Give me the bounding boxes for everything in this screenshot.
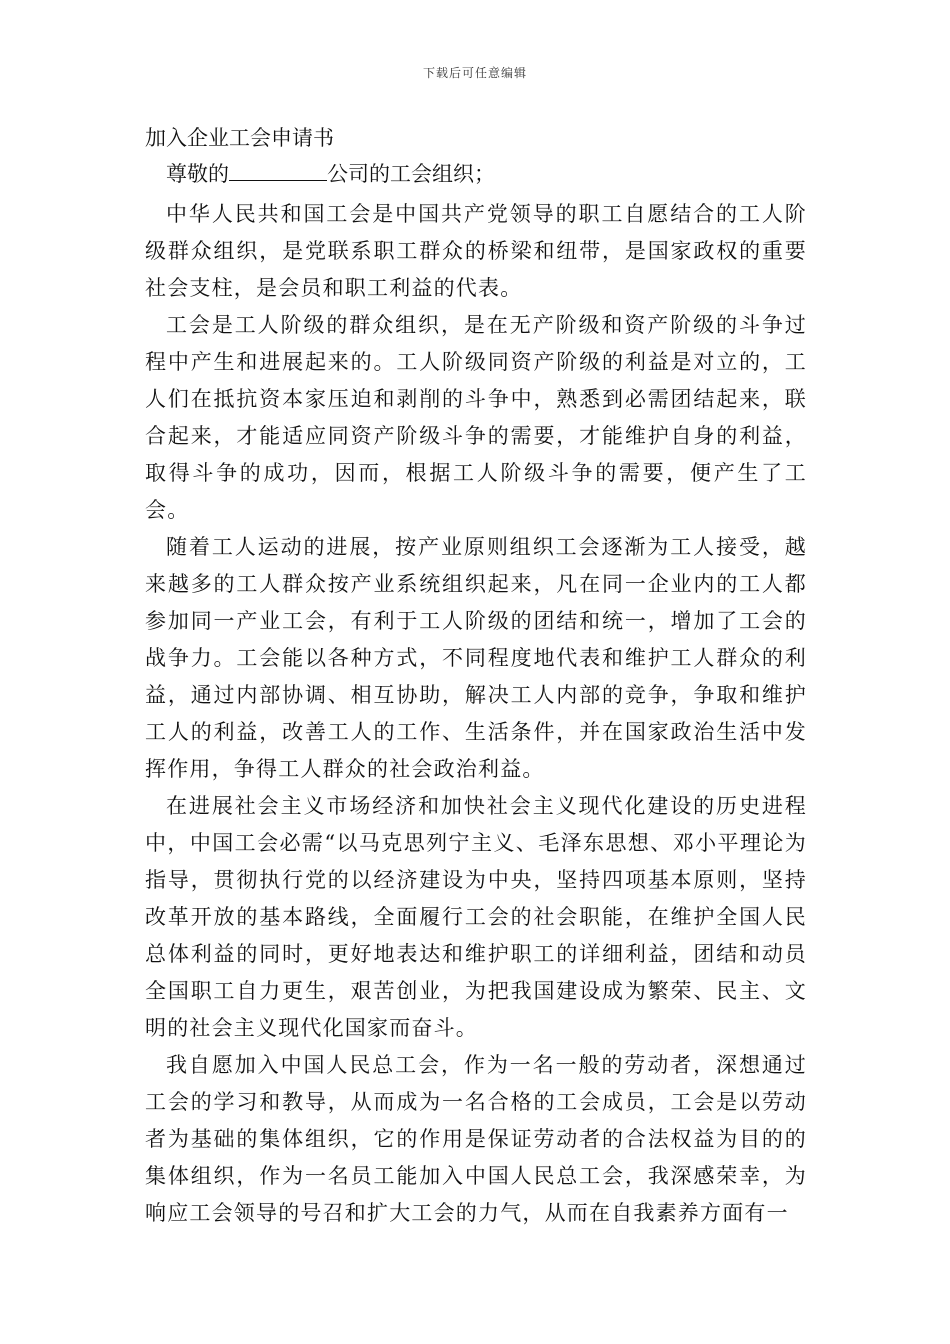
salutation-prefix: 尊敬的 — [166, 162, 229, 186]
paragraph-4: 在进展社会主义市场经济和加快社会主义现代化建设的历史进程中，中国工会必需“以马克思列宁主义、毛泽东思想、邓小平理论为指导，贯彻执行党的以经济建设为中央，坚持四项基本原则，坚持改革开放的基本路线，全面履行工会的社会职能，在维护全国人民总体利益的同时，更好地表达和维护职工的详细利益，团结和动员全国职工自力更生，艰苦创业，为把我国建设成为繁荣、民主、文明的社会主义现代化国家而奋斗。 — [145, 794, 807, 1040]
company-name-blank — [229, 160, 327, 181]
document-title: 加入企业工会申请书 — [145, 126, 334, 150]
salutation-suffix: 公司的工会组织； — [327, 162, 495, 186]
document-body — [145, 122, 807, 1232]
paragraph-1: 中华人民共和国工会是中国共产党领导的职工自愿结合的工人阶级群众组织，是党联系职工群众的桥梁和纽带，是国家政权的重要社会支柱，是会员和职工利益的代表。 — [145, 202, 807, 300]
salutation — [145, 158, 807, 190]
paragraph-2: 工会是工人阶级的群众组织，是在无产阶级和资产阶级的斗争过程中产生和进展起来的。工人阶级同资产阶级的利益是对立的，工人们在抵抗资本家压迫和剥削的斗争中，熟悉到必需团结起来，联合起来，才能适应同资产阶级斗争的需要，才能维护自身的利益，取得斗争的成功，因而，根据工人阶级斗争的需要，便产生了工会。 — [145, 313, 807, 522]
paragraph-5: 我自愿加入中国人民总工会，作为一名一般的劳动者，深想通过工会的学习和教导，从而成为一名合格的工会成员，工会是以劳动者为基础的集体组织，它的作用是保证劳动者的合法权益为目的的集体组织，作为一名员工能加入中国人民总工会，我深感荣幸，为响应工会领导的号召和扩大工会的力气，从而在自我素养方面有一 — [145, 1053, 807, 1225]
paragraph-3: 随着工人运动的进展，按产业原则组织工会逐渐为工人接受，越来越多的工人群众按产业系统组织起来，凡在同一企业内的工人都参加同一产业工会，有利于工人阶级的团结和统一，增加了工会的战争力。工会能以各种方式，不同程度地代表和维护工人群众的利益，通过内部协调、相互协助，解决工人内部的竞争，争取和维护工人的利益，改善工人的工作、生活条件，并在国家政治生活中发挥作用，争得工人群众的社会政治利益。 — [145, 535, 807, 781]
header-note: 下载后可任意编辑 — [422, 66, 527, 80]
